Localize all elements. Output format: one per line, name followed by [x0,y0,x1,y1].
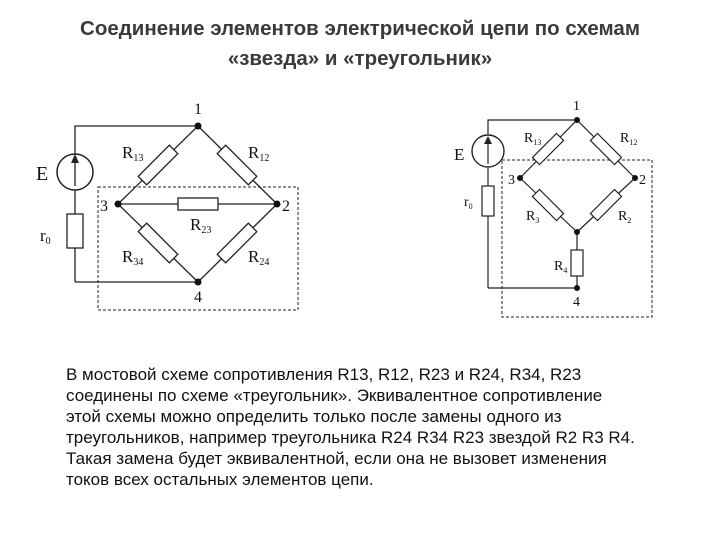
body-line-6: токов всех остальных элементов цепи. [66,470,374,489]
internal-resistance-label: r0 [40,226,51,247]
resistor-r2 [590,189,621,220]
body-line-4: треугольников, например треугольника R24 R34 R23 звездой R2 R3 R4. [66,428,635,447]
r12-label: $R_{12}$ [620,131,638,147]
slide-title [20,14,700,74]
r2-label: $R_2$ [618,209,632,225]
node-2 [632,175,638,181]
internal-resistor-r0 [482,186,494,216]
node-2 [274,201,281,208]
node-3-label: 3 [100,198,108,215]
r3-label: $R_3$ [526,209,540,225]
body-line-5: Такая замена будет эквивалентной, если она не вызовет изменения [66,449,607,468]
r13-label: $R_{13}$ [524,131,542,147]
node-4 [574,285,580,291]
r13-label: R13 [122,143,144,164]
internal-resistor-r0 [67,214,83,248]
internal-resistance-label: $r_0$ [464,195,473,211]
node-1-label: 1 [573,99,580,114]
body-line-3: этой схемы можно определить только после замены одного из [66,407,562,426]
bridge-circuit-triangle [20,90,310,320]
node-2-label: 2 [282,198,290,215]
emf-label: E [454,145,465,164]
emf-label: E [36,163,49,185]
node-3 [517,175,523,181]
r34-label: R34 [122,247,144,268]
resistor-r34 [138,223,178,263]
r12-label: R12 [248,143,270,164]
r24-label: R24 [248,247,270,268]
node-4-label: 4 [573,295,580,310]
node-2-label: 2 [639,173,646,188]
body-line-2: соединены по схеме «треугольник». Эквивалентное сопротивление [66,386,603,405]
explanation-text [66,364,696,490]
resistor-r23 [178,198,218,210]
r4-label: $R_4$ [554,259,568,275]
node-3-label: 3 [508,173,515,188]
emf-source [472,135,504,167]
body-line-1: В мостовой схеме сопротивления R13, R12, R23 и R24, R34, R23 [66,365,582,384]
resistor-r13 [138,145,178,185]
resistor-r12 [590,133,621,164]
node-1-label: 1 [194,101,202,118]
resistor-r4 [571,250,583,276]
emf-source [57,154,93,190]
title-line-1: Соединение элементов электрической цепи по схемам [80,17,640,40]
title-line-2: «звезда» и «треугольник» [227,47,493,70]
node-3 [115,201,122,208]
node-star-center [574,229,580,235]
node-4-label: 4 [194,289,202,306]
r23-label: R23 [190,215,212,236]
node-4 [195,279,202,286]
bridge-circuit-star [440,90,670,330]
node-1 [195,123,202,130]
node-1 [574,117,580,123]
